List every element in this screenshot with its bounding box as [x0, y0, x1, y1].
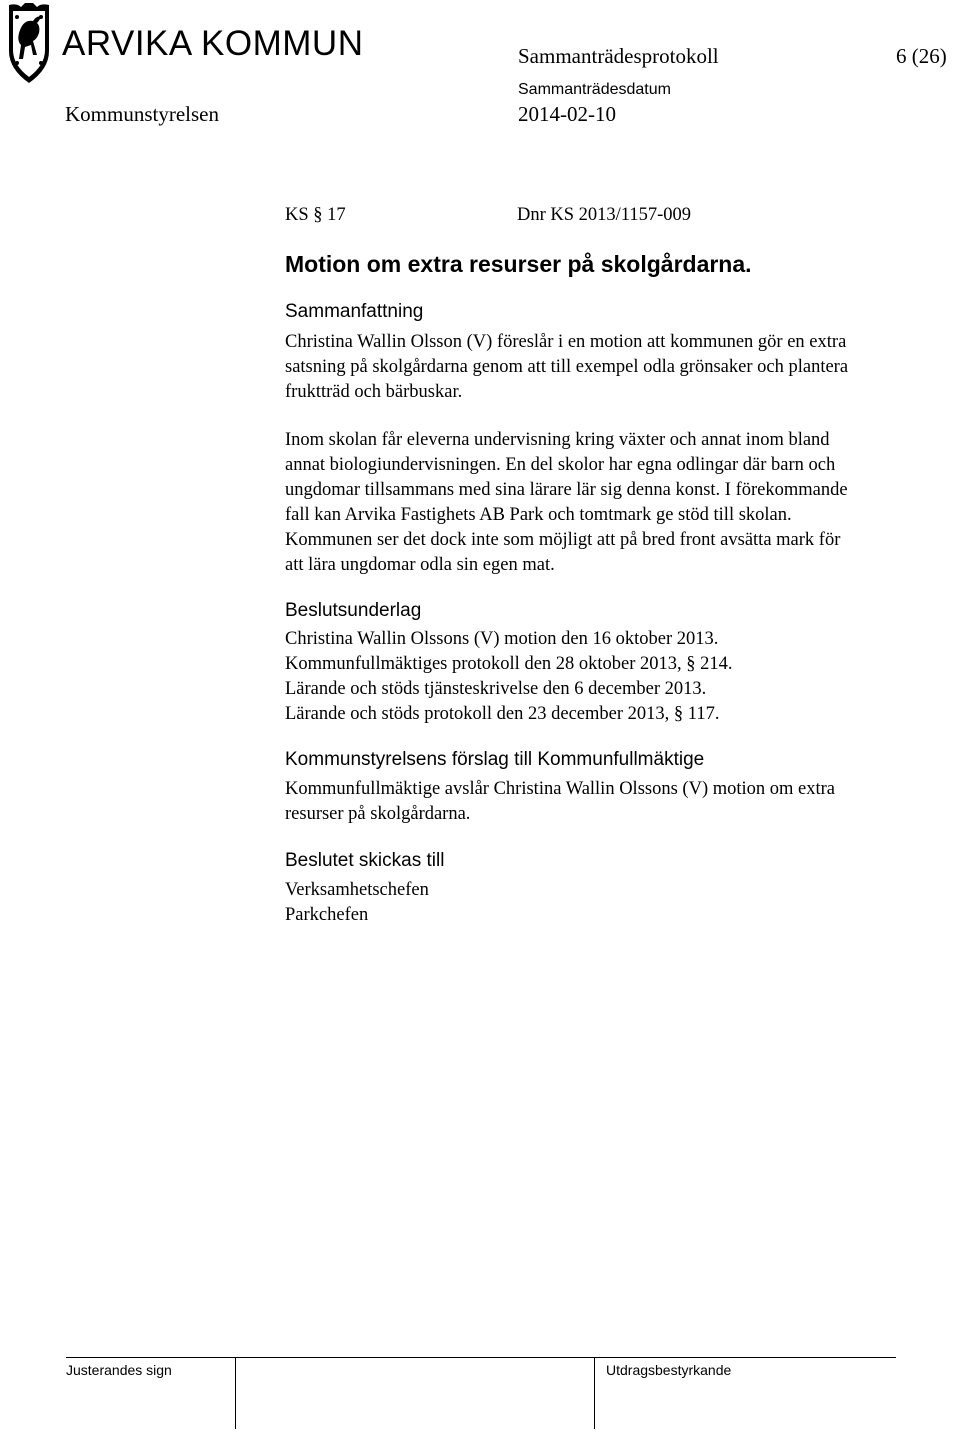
committee-name: Kommunstyrelsen: [65, 102, 219, 126]
basis-item: Lärande och stöds tjänsteskrivelse den 6 december 2013.: [285, 679, 707, 699]
sign-label: Justerandes sign: [66, 1362, 172, 1378]
summary-line: Kommunen ser det dock inte som möjligt att på bred front avsätta mark för: [285, 530, 841, 550]
meeting-date-label: Sammanträdesdatum: [518, 81, 671, 98]
summary-line: Inom skolan får eleverna undervisning kring växter och annat inom bland: [285, 430, 830, 450]
recipient: Verksamhetschefen: [285, 880, 429, 900]
basis-item: Lärande och stöds protokoll den 23 december 2013, § 117.: [285, 704, 720, 724]
summary-heading: Sammanfattning: [285, 301, 424, 322]
proposal-heading: Kommunstyrelsens förslag till Kommunfullmäktige: [285, 749, 705, 770]
basis-heading: Beslutsunderlag: [285, 600, 422, 621]
summary-line: ungdomar tillsammans med sina lärare lär sig denna konst. I förekommande: [285, 480, 848, 500]
document-type: Sammanträdesprotokoll: [518, 44, 719, 68]
recipient: Parkchefen: [285, 905, 369, 925]
footer-column-divider: [594, 1357, 595, 1429]
basis-item: Christina Wallin Olssons (V) motion den 16 oktober 2013.: [285, 629, 719, 649]
footer-divider: [66, 1357, 896, 1358]
case-dnr: Dnr KS 2013/1157-009: [517, 205, 692, 225]
basis-item: Kommunfullmäktiges protokoll den 28 oktober 2013, § 214.: [285, 654, 733, 674]
footer-column-divider: [235, 1357, 236, 1429]
page-number: 6 (26): [896, 44, 947, 68]
case-number: KS § 17: [285, 205, 346, 225]
sent-to-heading: Beslutet skickas till: [285, 850, 445, 871]
case-title: Motion om extra resurser på skolgårdarna.: [285, 251, 752, 277]
municipality-name: ARVIKA KOMMUN: [62, 24, 364, 63]
summary-line: att lära ungdomar odla sin egen mat.: [285, 555, 555, 575]
summary-line: annat biologiundervisningen. En del skolor har egna odlingar där barn och: [285, 455, 836, 475]
meeting-date: 2014-02-10: [518, 102, 616, 126]
summary-line: Christina Wallin Olsson (V) föreslår i en motion att kommunen gör en extra: [285, 332, 847, 352]
summary-line: satsning på skolgårdarna genom att till exempel odla grönsaker och plantera: [285, 357, 849, 377]
proposal-line: resurser på skolgårdarna.: [285, 804, 471, 824]
certify-label: Utdragsbestyrkande: [606, 1362, 732, 1378]
proposal-line: Kommunfullmäktige avslår Christina Wallin Olssons (V) motion om extra: [285, 779, 836, 799]
summary-line: fall kan Arvika Fastighets AB Park och tomtmark ge stöd till skolan.: [285, 505, 792, 525]
arvika-coat-of-arms-icon: [3, 3, 55, 85]
summary-line: fruktträd och bärbuskar.: [285, 382, 463, 402]
